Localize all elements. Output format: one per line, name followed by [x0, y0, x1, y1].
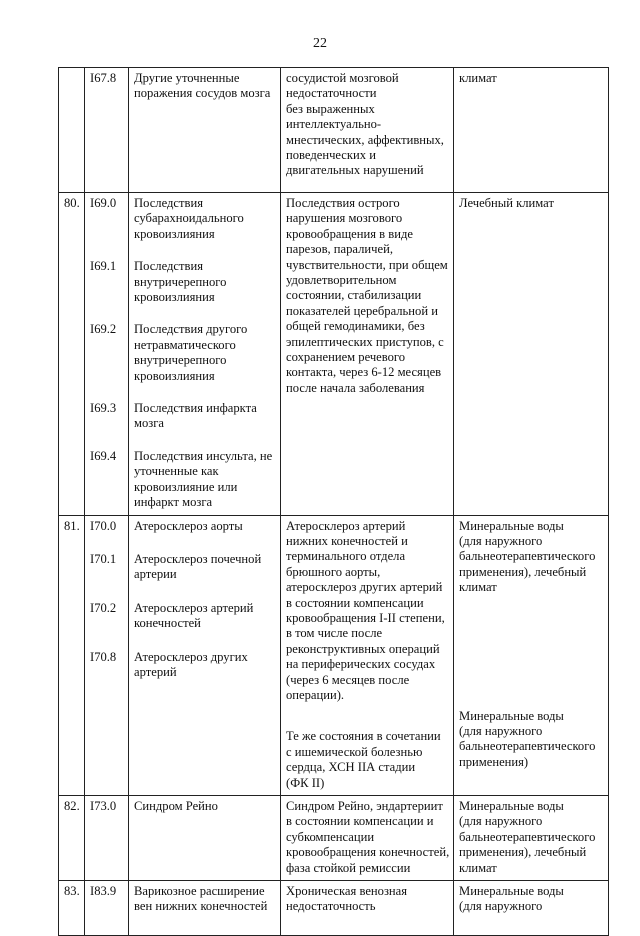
- condition-text: [286, 196, 449, 396]
- text-line: вен нижних конечностей: [134, 899, 268, 914]
- treatment-cell: [454, 515, 609, 796]
- diagnosis-name: [134, 259, 276, 305]
- text-line: климат: [459, 860, 497, 875]
- text-line: Варикозное расширение: [134, 884, 265, 899]
- text-line: терминального отдела: [286, 549, 406, 564]
- text-line: чувствительности, при общем: [286, 257, 448, 272]
- icd-code: I69.4: [90, 448, 117, 463]
- icd-code: I69.0: [90, 196, 117, 210]
- text-line: кровообращения I-II степени,: [286, 610, 445, 625]
- row-number: 82.: [59, 796, 85, 881]
- text-line: в состоянии компенсации: [286, 595, 424, 610]
- text-line: Последствия другого: [134, 322, 248, 337]
- text-line: внутричерепного: [134, 353, 227, 368]
- icd-code: I69.2: [90, 322, 117, 337]
- text-line: Последствия инсульта, не: [134, 448, 273, 463]
- icd-code: I69.1: [90, 259, 117, 274]
- icd-code: I73.0: [90, 799, 117, 813]
- text-line: поражения сосудов мозга: [134, 86, 271, 101]
- text-line: бальнеотерапевтического: [459, 549, 596, 564]
- text-line: Синдром Рейно: [134, 799, 218, 813]
- text-line: кровоизлияния: [134, 368, 215, 383]
- icd-code-cell: [85, 881, 129, 936]
- condition-text: [286, 799, 449, 876]
- treatment-text: [459, 71, 604, 86]
- text-line: Минеральные воды: [459, 884, 564, 899]
- diagnosis-name-cell: [129, 881, 281, 936]
- text-line: кровообращения в виде: [286, 226, 413, 241]
- text-line: реконструктивных операций: [286, 641, 440, 656]
- diagnosis-name-cell: [129, 515, 281, 796]
- text-line: недостаточность: [286, 899, 376, 914]
- text-line: Последствия: [134, 259, 203, 274]
- text-line: бальнеотерапевтического: [459, 829, 596, 844]
- text-line: кровоизлияния: [134, 226, 215, 241]
- text-line: сосудистой мозговой: [286, 71, 399, 85]
- text-line: климат: [459, 580, 497, 595]
- text-line: Минеральные воды: [459, 518, 564, 533]
- text-line: применения), лечебный: [459, 845, 587, 860]
- diagnosis-name: [134, 799, 276, 814]
- diagnosis-name: [134, 884, 276, 915]
- text-line: субарахноидального: [134, 211, 244, 226]
- condition-text: [286, 71, 449, 179]
- text-line: применения), лечебный: [459, 564, 587, 579]
- condition-cell: [281, 193, 454, 516]
- row-number: 81.: [59, 515, 85, 796]
- icd-code: I70.0: [90, 518, 117, 533]
- text-line: применения): [459, 754, 529, 769]
- icd-code: I83.9: [90, 884, 117, 899]
- condition-cell: [281, 881, 454, 936]
- treatment-text: [459, 709, 604, 771]
- text-line: субкомпенсации: [286, 829, 375, 844]
- treatment-cell: [454, 193, 609, 516]
- text-line: сердца, ХСН IIА стадии: [286, 760, 416, 775]
- icd-code-cell: [85, 515, 129, 796]
- text-line: кровообращения конечностей,: [286, 845, 450, 860]
- text-line: атеросклероз других артерий: [286, 580, 443, 595]
- text-line: с ишемической болезнью: [286, 744, 423, 759]
- row-number: 83.: [59, 881, 85, 936]
- text-line: показателей церебральной и: [286, 303, 438, 318]
- text-line: артерии: [134, 567, 177, 582]
- treatment-text: [459, 519, 604, 596]
- text-line: Синдром Рейно, эндартериит: [286, 799, 443, 813]
- text-line: без выраженных: [286, 101, 375, 116]
- table-row: [59, 68, 609, 193]
- page-number: 22: [313, 36, 327, 51]
- text-line: климат: [459, 71, 497, 85]
- diagnosis-name: [134, 519, 276, 534]
- text-line: Атеросклероз других: [134, 649, 248, 664]
- text-line: Атеросклероз аорты: [134, 518, 243, 533]
- icd-code: I67.8: [90, 71, 117, 85]
- table-row: [59, 881, 609, 936]
- text-line: нарушения мозгового: [286, 211, 403, 226]
- icd-code-cell: [85, 796, 129, 881]
- text-line: фаза стойкой ремиссии: [286, 860, 411, 875]
- diagnosis-name-cell: [129, 68, 281, 193]
- text-line: внутричерепного: [134, 274, 227, 289]
- text-line: (для наружного: [459, 723, 543, 738]
- text-line: (для наружного: [459, 814, 543, 829]
- text-line: парезов, параличей,: [286, 242, 393, 257]
- treatment-text: [459, 799, 604, 876]
- diagnosis-name: [134, 196, 276, 242]
- treatment-text: [459, 884, 604, 915]
- text-line: кровоизлияния: [134, 290, 215, 305]
- text-line: состоянии, стабилизации: [286, 288, 422, 303]
- text-line: кровоизлияние или: [134, 479, 238, 494]
- text-line: артерий: [134, 664, 177, 679]
- table-row: [59, 193, 609, 516]
- text-line: Атеросклероз артерий: [286, 518, 406, 533]
- icd-code-cell: [85, 193, 129, 516]
- diagnosis-name: [134, 650, 276, 681]
- spa-treatment-table: [58, 67, 609, 936]
- diagnosis-name: [134, 71, 276, 102]
- text-line: сохранением речевого: [286, 350, 406, 365]
- diagnosis-name-cell: [129, 796, 281, 881]
- condition-text: [286, 519, 449, 704]
- icd-code: I69.3: [90, 401, 117, 415]
- text-line: интеллектуально-: [286, 117, 382, 132]
- text-line: брюшного аорты,: [286, 564, 381, 579]
- text-line: общей гемодинамики, без: [286, 319, 425, 334]
- text-line: недостаточности: [286, 86, 377, 101]
- text-line: двигательных нарушений: [286, 163, 424, 178]
- condition-text: [286, 729, 449, 791]
- text-line: (для наружного: [459, 533, 543, 548]
- text-line: бальнеотерапевтического: [459, 739, 596, 754]
- text-line: конечностей: [134, 616, 201, 631]
- text-line: инфаркт мозга: [134, 495, 213, 510]
- condition-cell: [281, 68, 454, 193]
- text-line: (ФК II): [286, 775, 325, 790]
- condition-text: [286, 884, 449, 915]
- row-number: 80.: [59, 193, 85, 516]
- text-line: Минеральные воды: [459, 799, 564, 813]
- diagnosis-name-cell: [129, 193, 281, 516]
- text-line: Атеросклероз артерий: [134, 600, 254, 615]
- text-line: Те же состояния в сочетании: [286, 729, 441, 744]
- icd-code-cell: [85, 68, 129, 193]
- diagnosis-name: [134, 322, 276, 384]
- icd-code: I70.2: [90, 600, 117, 615]
- text-line: Хроническая венозная: [286, 884, 408, 899]
- diagnosis-name: [134, 449, 276, 511]
- diagnosis-name: [134, 552, 276, 583]
- text-line: Последствия инфаркта: [134, 401, 257, 416]
- text-line: (через 6 месяцев после: [286, 672, 410, 687]
- text-line: мнестических, аффективных,: [286, 132, 444, 147]
- treatment-cell: [454, 881, 609, 936]
- table-row: [59, 796, 609, 881]
- text-line: в том числе после: [286, 626, 383, 641]
- table-row: [59, 515, 609, 796]
- text-line: Другие уточненные: [134, 71, 240, 85]
- text-line: нижних конечностей и: [286, 533, 408, 548]
- text-line: Последствия: [134, 196, 203, 210]
- text-line: нетравматического: [134, 337, 236, 352]
- icd-code: I70.8: [90, 649, 117, 664]
- treatment-cell: [454, 796, 609, 881]
- text-line: Лечебный климат: [459, 196, 554, 210]
- text-line: поведенческих и: [286, 148, 376, 163]
- text-line: (для наружного: [459, 899, 543, 914]
- text-line: Атеросклероз почечной: [134, 551, 262, 566]
- treatment-text: [459, 196, 604, 211]
- text-line: операции).: [286, 687, 345, 702]
- text-line: в состоянии компенсации и: [286, 814, 434, 829]
- text-line: уточненные как: [134, 464, 219, 479]
- diagnosis-name: [134, 601, 276, 632]
- condition-cell: [281, 796, 454, 881]
- text-line: мозга: [134, 416, 164, 431]
- condition-cell: [281, 515, 454, 796]
- text-line: на периферических сосудах: [286, 657, 436, 672]
- text-line: после начала заболевания: [286, 380, 425, 395]
- row-number: [59, 68, 85, 193]
- text-line: контакта, через 6-12 месяцев: [286, 365, 442, 380]
- icd-code: I70.1: [90, 551, 117, 566]
- diagnosis-name: [134, 401, 276, 432]
- treatment-cell: [454, 68, 609, 193]
- text-line: эпилептических приступов, с: [286, 334, 444, 349]
- text-line: Последствия острого: [286, 196, 400, 210]
- text-line: Минеральные воды: [459, 708, 564, 723]
- text-line: удовлетворительном: [286, 273, 397, 288]
